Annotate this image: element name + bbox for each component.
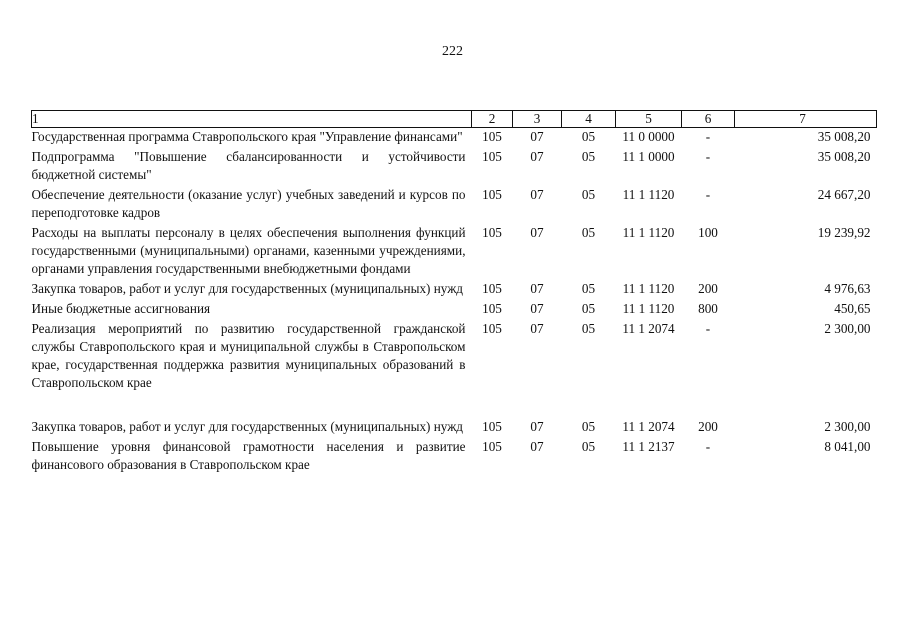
row-description: Реализация мероприятий по развитию государственной гражданской службы Ставропольского края и муниципальной службы в Ставропольском крае, государственная поддержка развития муниципальных образований в Ставропольском крае xyxy=(31,321,466,390)
row-code-2: 105 xyxy=(482,321,502,336)
row-code-6: 100 xyxy=(698,225,718,240)
row-code-5: 11 1 1120 xyxy=(622,281,675,296)
row-code-3: 07 xyxy=(530,129,544,144)
row-description: Подпрограмма "Повышение сбалансированности и устойчивости бюджетной системы" xyxy=(31,149,466,182)
row-code-2: 105 xyxy=(482,439,502,454)
row-code-4: 05 xyxy=(581,149,596,164)
table-row xyxy=(32,224,877,280)
table-spacer-row xyxy=(32,394,877,418)
row-code-5: 11 1 1120 xyxy=(622,301,675,316)
row-code-4: 05 xyxy=(581,321,596,336)
table-header-row xyxy=(32,111,877,128)
header-cell: 1 xyxy=(32,111,472,128)
budget-table xyxy=(31,110,877,476)
table-row xyxy=(32,418,877,438)
row-code-6: 200 xyxy=(698,419,718,434)
row-code-6: - xyxy=(705,321,711,336)
row-code-5: 11 1 1120 xyxy=(622,187,675,202)
header-cell: 5 xyxy=(616,111,682,128)
row-amount: 450,65 xyxy=(834,301,871,316)
row-code-5: 11 1 2074 xyxy=(622,419,675,434)
row-code-3: 07 xyxy=(530,149,544,164)
row-code-3: 07 xyxy=(530,281,544,296)
table-row xyxy=(32,280,877,300)
table-row xyxy=(32,128,877,149)
table-row xyxy=(32,300,877,320)
row-code-5: 11 1 0000 xyxy=(622,149,675,164)
row-code-6: - xyxy=(705,439,711,454)
row-code-5: 11 0 0000 xyxy=(622,129,675,144)
row-code-4: 05 xyxy=(581,301,596,316)
header-cell: 7 xyxy=(735,111,877,128)
row-code-4: 05 xyxy=(581,129,596,144)
row-code-3: 07 xyxy=(530,419,544,434)
row-code-3: 07 xyxy=(530,321,544,336)
row-code-2: 105 xyxy=(482,419,502,434)
header-cell: 3 xyxy=(513,111,562,128)
row-description: Повышение уровня финансовой грамотности населения и развитие финансового образования в Ставропольском крае xyxy=(31,439,466,472)
row-code-2: 105 xyxy=(482,149,502,164)
row-code-5: 11 1 2137 xyxy=(622,439,675,454)
spacer-cell xyxy=(32,394,877,418)
header-cell: 6 xyxy=(682,111,735,128)
row-code-4: 05 xyxy=(581,281,596,296)
row-amount: 8 041,00 xyxy=(824,439,871,454)
row-description: Расходы на выплаты персоналу в целях обеспечения выполнения функций государственными (муниципальными) органами, казенными учреждениями, органами управления государственными внебюджетными фондами xyxy=(31,225,466,276)
row-code-2: 105 xyxy=(482,301,502,316)
row-code-3: 07 xyxy=(530,225,544,240)
row-amount: 2 300,00 xyxy=(824,419,871,434)
row-code-5: 11 1 1120 xyxy=(622,225,675,240)
table-row xyxy=(32,320,877,394)
row-code-6: 200 xyxy=(698,281,718,296)
row-amount: 4 976,63 xyxy=(824,281,871,296)
row-code-2: 105 xyxy=(482,187,502,202)
row-code-3: 07 xyxy=(530,301,544,316)
row-description: Закупка товаров, работ и услуг для государственных (муниципальных) нужд xyxy=(31,419,464,434)
row-description: Государственная программа Ставропольского края "Управление финансами" xyxy=(31,129,463,144)
row-code-6: - xyxy=(705,129,711,144)
row-code-2: 105 xyxy=(482,281,502,296)
row-amount: 19 239,92 xyxy=(817,225,871,240)
row-code-4: 05 xyxy=(581,187,596,202)
row-code-5: 11 1 2074 xyxy=(622,321,675,336)
row-amount: 2 300,00 xyxy=(824,321,871,336)
row-code-2: 105 xyxy=(482,129,502,144)
row-code-4: 05 xyxy=(581,439,596,454)
header-cell: 2 xyxy=(472,111,513,128)
row-code-2: 105 xyxy=(482,225,502,240)
table-row xyxy=(32,186,877,224)
row-code-3: 07 xyxy=(530,439,544,454)
table-row xyxy=(32,148,877,186)
table-row xyxy=(32,438,877,476)
row-description: Обеспечение деятельности (оказание услуг) учебных заведений и курсов по переподготовке кадров xyxy=(31,187,466,220)
row-code-6: 800 xyxy=(698,301,718,316)
row-code-6: - xyxy=(705,187,711,202)
row-code-3: 07 xyxy=(530,187,544,202)
row-description: Закупка товаров, работ и услуг для государственных (муниципальных) нужд xyxy=(31,281,464,296)
row-amount: 35 008,20 xyxy=(817,129,871,144)
row-code-4: 05 xyxy=(581,225,596,240)
page-number: 222 xyxy=(442,44,463,59)
row-code-6: - xyxy=(705,149,711,164)
row-description: Иные бюджетные ассигнования xyxy=(31,301,211,316)
row-amount: 24 667,20 xyxy=(817,187,871,202)
row-amount: 35 008,20 xyxy=(817,149,871,164)
row-code-4: 05 xyxy=(581,419,596,434)
header-cell: 4 xyxy=(562,111,616,128)
